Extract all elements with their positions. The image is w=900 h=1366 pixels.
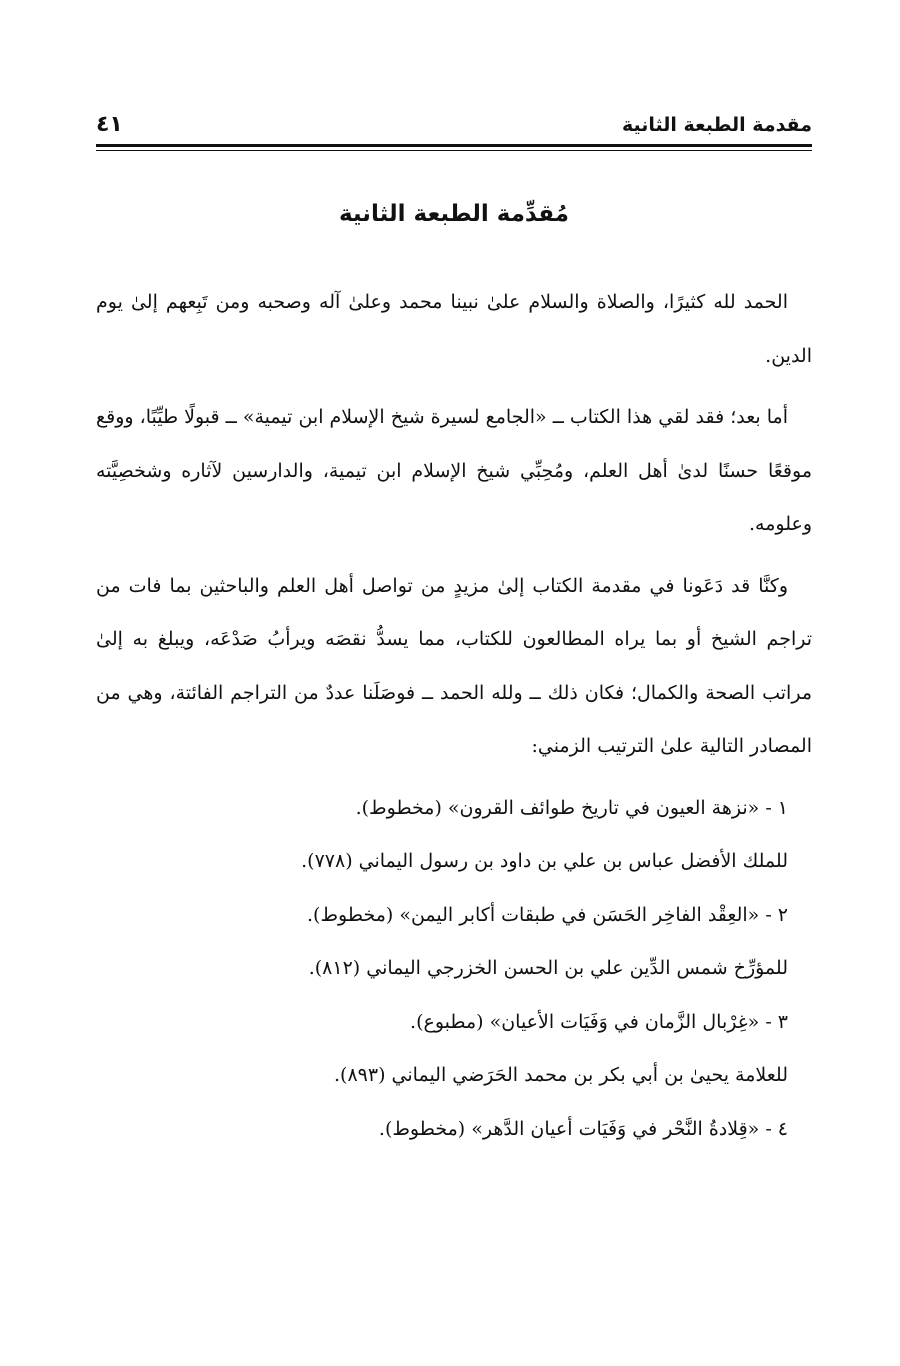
- section-title: مُقدِّمة الطبعة الثانية: [338, 201, 570, 227]
- source-item-2-author: للمؤرِّخ شمس الدِّين علي بن الحسن الخزرجي اليماني (٨١٢).: [308, 957, 788, 979]
- paragraph-intro: الحمد لله كثيرًا، والصلاة والسلام علىٰ نبينا محمد وعلىٰ آله وصحبه ومن تَبِعهم إلىٰ يوم الدين.: [96, 291, 812, 367]
- header-rule-thin: [96, 150, 812, 151]
- paragraph-new-sources: وكنَّا قد دَعَونا في مقدمة الكتاب إلىٰ مزيدٍ من تواصل أهل العلم والباحثين بما فات من تراجم الشيخ أو بما يراه المطالعون للكتاب، مما يسدُّ نقصَه ويرأبُ صَدْعَه، ويبلغ به إلىٰ مراتب الصحة والكمال؛ فكان ذلك ــ ولله الحمد ــ فوصَلَنا عددٌ من التراجم الفائتة، وهي من المصادر التالية علىٰ الترتيب الزمني:: [96, 574, 812, 757]
- page-number: ٤١: [96, 112, 123, 137]
- body-text: [96, 276, 812, 1156]
- source-item-1-author: للملك الأفضل عباس بن علي بن داود بن رسول اليماني (٧٧٨).: [301, 850, 788, 872]
- source-item-2-title: ٢ - «العِقْد الفاخِر الحَسَن في طبقات أكابر اليمن» (مخطوط).: [307, 903, 788, 926]
- running-header: [96, 108, 812, 142]
- source-item-4-title: ٤ - «قِلادةُ النَّحْر في وَفَيَات أعيان الدَّهر» (مخطوط).: [378, 1117, 788, 1140]
- paragraph-book-reception: أما بعد؛ فقد لقي هذا الكتاب ــ «الجامع لسيرة شيخ الإسلام ابن تيمية» ــ قبولًا طيِّبًا، ووقع موقعًا حسنًا لدىٰ أهل العلم، ومُحِبِّي شيخ الإسلام ابن تيمية، والدارسين لآثاره وشخصِيَّته وعلومه.: [96, 406, 812, 535]
- source-item-3-author: للعلامة يحيىٰ بن أبي بكر بن محمد الحَرَضي اليماني (٨٩٣).: [334, 1064, 788, 1086]
- source-item-1-title: ١ - «نزهة العيون في تاريخ طوائف القرون» (مخطوط).: [355, 796, 788, 819]
- running-header-title: مقدمة الطبعة الثانية: [621, 114, 812, 136]
- book-page: [96, 0, 812, 1366]
- header-rule-thick: [96, 144, 812, 147]
- source-item-3-title: ٣ - «غِرْبال الزَّمان في وَفَيَات الأعيان» (مطبوع).: [410, 1010, 788, 1033]
